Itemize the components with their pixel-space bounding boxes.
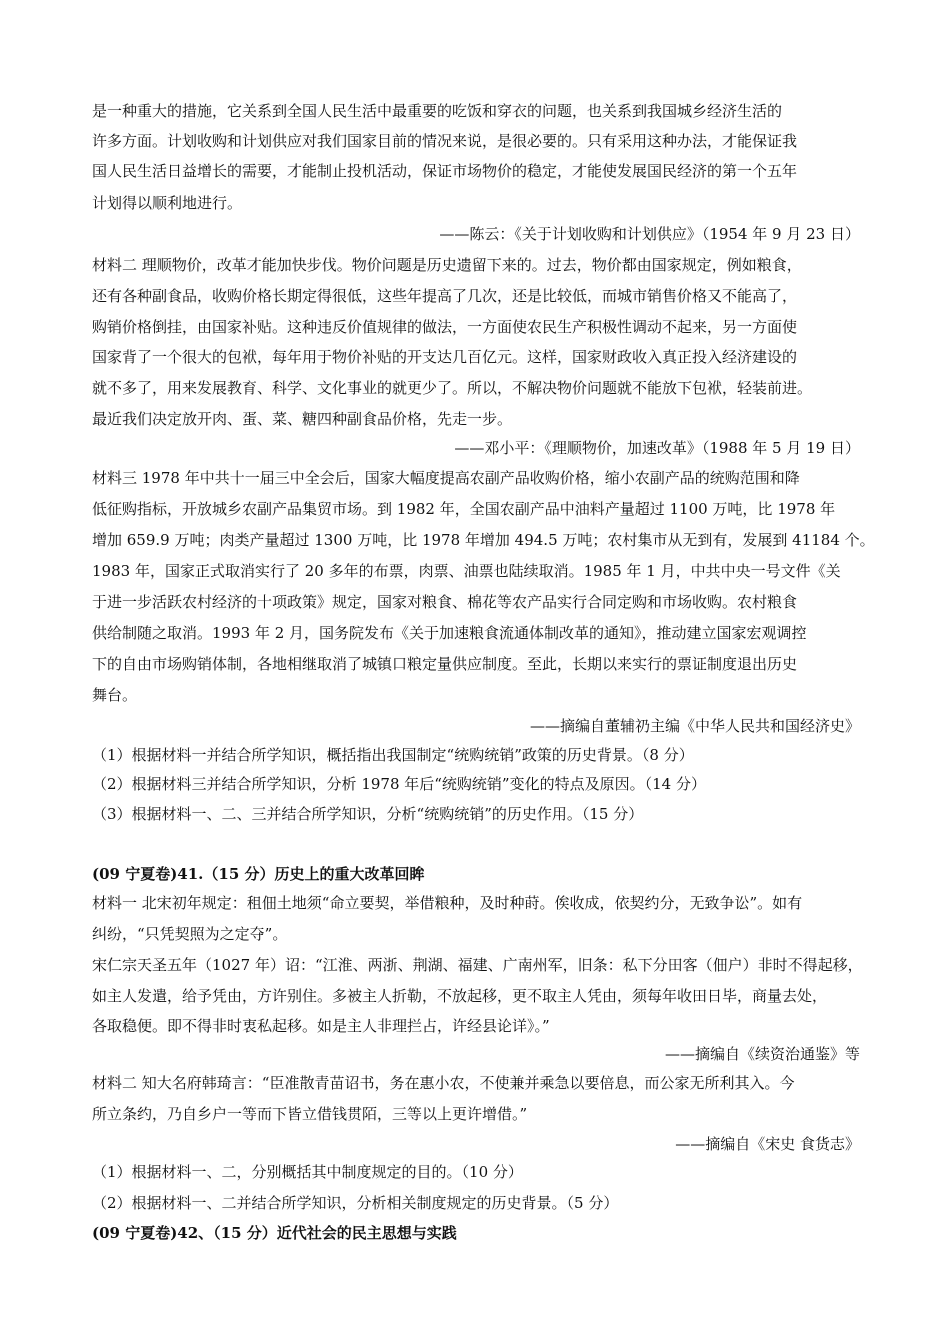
citation: ——摘编自董辅礽主编《中华人民共和国经济史》: [529, 717, 860, 735]
question-item: （3）根据材料一、二、三并结合所学知识，分析“统购统销”的历史作用。（15 分）: [92, 805, 644, 823]
text-line: 材料二 知大名府韩琦言：“臣准散青苗诏书，务在惠小农，不使兼并乘急以要倍息，而公家无所利其入。今: [92, 1074, 795, 1092]
text-line: 就不多了，用来发展教育、科学、文化事业的就更少了。所以，不解决物价问题就不能放下包袱，轻装前进。: [92, 379, 813, 397]
text-line: 供给制随之取消。1993 年 2 月，国务院发布《关于加速粮食流通体制改革的通知》，推动建立国家宏观调控: [92, 624, 807, 642]
text-line: 材料一 北宋初年规定：租佃土地须“命立要契，举借粮种，及时种莳。俟收成，依契约分，无致争讼”。如有: [92, 894, 803, 912]
question-item: （2）根据材料一、二并结合所学知识，分析相关制度规定的历史背景。（5 分）: [92, 1194, 619, 1212]
text-line: 还有各种副食品，收购价格长期定得很低，这些年提高了几次，还是比较低，而城市销售价格又不能高了，: [92, 287, 798, 305]
question-item: （1）根据材料一、二，分别概括其中制度规定的目的。（10 分）: [92, 1163, 523, 1181]
text-line: 材料三 1978 年中共十一届三中全会后，国家大幅度提高农副产品收购价格，缩小农副产品的统购范围和降: [92, 469, 800, 487]
citation: ——陈云：《关于计划收购和计划供应》（1954 年 9 月 23 日）: [439, 225, 860, 243]
citation: ——摘编自《宋史 食货志》: [675, 1135, 860, 1153]
text-line: 所立条约，乃自乡户一等而下皆立借钱贯陌，三等以上更许增借。”: [92, 1105, 528, 1123]
citation: ——摘编自《续资治通鉴》等: [664, 1045, 860, 1063]
text-line: 材料二 理顺物价，改革才能加快步伐。物价问题是历史遗留下来的。过去，物价都由国家规定，例如粮食，: [92, 256, 802, 274]
citation: ——邓小平：《理顺物价，加速改革》（1988 年 5 月 19 日）: [454, 439, 860, 457]
text-line: 如主人发遣，给予凭由，方许别住。多被主人折勒，不放起移，更不取主人凭由，须每年收田日毕，商量去处，: [92, 987, 828, 1005]
text-line: 纠纷，“只凭契照为之定夺”。: [92, 925, 288, 943]
question-item: （2）根据材料三并结合所学知识，分析 1978 年后“统购统销”变化的特点及原因。（14 分）: [92, 775, 706, 793]
text-line: 最近我们决定放开肉、蛋、菜、糖四种副食品价格，先走一步。: [92, 410, 513, 428]
text-line: 舞台。: [92, 686, 138, 704]
text-line: 下的自由市场购销体制，各地相继取消了城镇口粮定量供应制度。至此，长期以来实行的票证制度退出历史: [92, 655, 798, 673]
text-line: 购销价格倒挂，由国家补贴。这种违反价值规律的做法，一方面使农民生产积极性调动不起来，另一方面使: [92, 318, 798, 336]
text-line: 低征购指标，开放城乡农副产品集贸市场。到 1982 年，全国农副产品中油料产量超过 1100 万吨，比 1978 年: [92, 500, 836, 518]
text-line: 各取稳便。即不得非时衷私起移。如是主人非理拦占，许经县论详》。”: [92, 1017, 550, 1035]
text-line: 计划得以顺利地进行。: [92, 194, 243, 212]
text-line: 1983 年，国家正式取消实行了 20 多年的布票，肉票、油票也陆续取消。1985 年 1 月，中共中央一号文件《关: [92, 562, 841, 580]
text-line: 于进一步活跃农村经济的十项政策》规定，国家对粮食、棉花等农产品实行合同定购和市场收购。农村粮食: [92, 593, 798, 611]
question-item: （1）根据材料一并结合所学知识，概括指出我国制定“统购统销”政策的历史背景。（8 分）: [92, 746, 694, 764]
text-line: 是一种重大的措施，它关系到全国人民生活中最重要的吃饭和穿衣的问题，也关系到我国城乡经济生活的: [92, 102, 783, 120]
text-line: 国人民生活日益增长的需要，才能制止投机活动，保证市场物价的稳定，才能使发展国民经济的第一个五年: [92, 162, 798, 180]
text-line: 增加 659.9 万吨；肉类产量超过 1300 万吨，比 1978 年增加 494.5 万吨；农村集市从无到有，发展到 41184 个。: [92, 531, 875, 549]
section-heading: (09 宁夏卷)41.（15 分）历史上的重大改革回眸: [92, 865, 425, 883]
section-heading: (09 宁夏卷)42、（15 分）近代社会的民主思想与实践: [92, 1224, 457, 1242]
text-line: 宋仁宗天圣五年（1027 年）诏：“江淮、两浙、荆湖、福建、广南州军，旧条：私下分田客（佃户）非时不得起移，: [92, 956, 863, 974]
text-line: 许多方面。计划收购和计划供应对我们国家目前的情况来说，是很必要的。只有采用这种办法，才能保证我: [92, 132, 798, 150]
text-line: 国家背了一个很大的包袱，每年用于物价补贴的开支达几百亿元。这样，国家财政收入真正投入经济建设的: [92, 348, 798, 366]
